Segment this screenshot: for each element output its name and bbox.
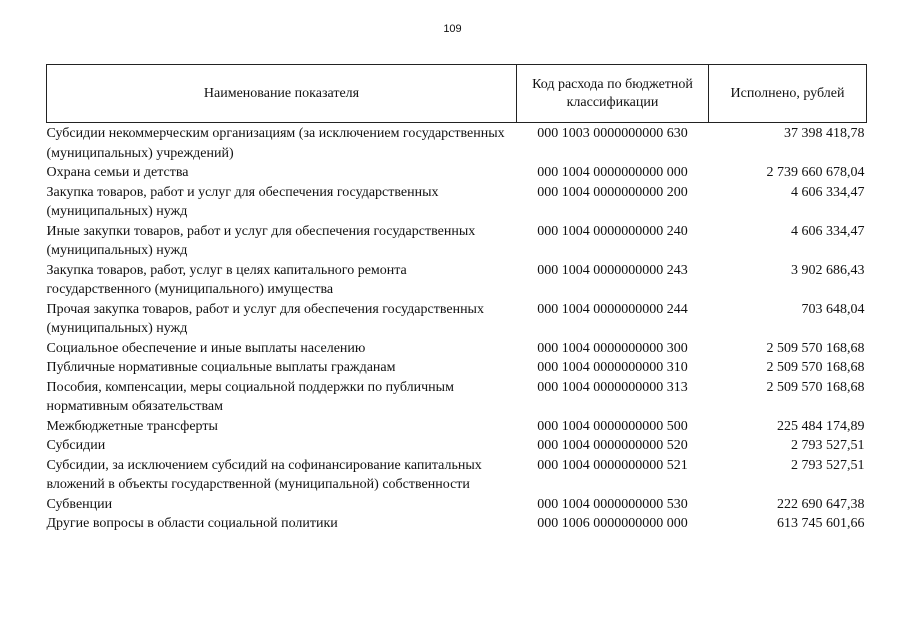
row-name: Иные закупки товаров, работ и услуг для обеспечения государственных (муниципальных) нужд (46, 223, 476, 258)
table-row (47, 300, 867, 339)
row-amount: 2 509 570 168,68 (766, 360, 865, 375)
table-row (47, 183, 867, 222)
row-name: Публичные нормативные социальные выплаты гражданам (46, 360, 396, 375)
row-amount: 2 509 570 168,68 (766, 340, 865, 356)
table-row (47, 123, 867, 164)
row-code: 000 1004 0000000000 521 (537, 457, 688, 473)
header-executed-amount: Исполнено, рублей (709, 65, 867, 123)
table-header-row (47, 65, 867, 123)
table-row (47, 358, 867, 378)
row-amount: 703 648,04 (801, 301, 865, 317)
row-name: Охрана семьи и детства (46, 165, 189, 180)
table-row (47, 339, 867, 359)
row-name: Межбюджетные трансферты (46, 418, 218, 434)
row-name: Пособия, компенсации, меры социальной поддержки по публичным нормативным обязательствам (46, 379, 454, 414)
row-code: 000 1004 0000000000 300 (537, 340, 688, 356)
row-amount: 225 484 174,89 (777, 418, 865, 434)
table-row (47, 456, 867, 495)
row-code: 000 1003 0000000000 630 (537, 126, 688, 141)
row-amount: 2 509 570 168,68 (766, 379, 865, 395)
row-amount: 2 793 527,51 (791, 438, 865, 453)
row-name: Субвенции (46, 496, 113, 512)
table-row (47, 514, 867, 534)
table-row (47, 378, 867, 417)
row-amount: 4 606 334,47 (791, 184, 865, 200)
row-amount: 3 902 686,43 (791, 262, 865, 278)
header-indicator-name: Наименование показателя (47, 65, 517, 123)
row-name: Субсидии (46, 438, 106, 453)
table-row (47, 222, 867, 261)
row-name: Прочая закупка товаров, работ и услуг для обеспечения государственных (муниципальных) нужд (46, 301, 484, 336)
table-row (47, 417, 867, 437)
row-name: Закупка товаров, работ и услуг для обеспечения государственных (муниципальных) нужд (46, 184, 439, 219)
table-row (47, 436, 867, 456)
table-row (47, 261, 867, 300)
row-amount: 2 793 527,51 (791, 457, 865, 473)
row-name: Социальное обеспечение и иные выплаты населению (46, 340, 366, 356)
header-expense-code: Код расхода по бюджетной классификации (517, 65, 709, 123)
row-code: 000 1004 0000000000 243 (537, 262, 688, 278)
row-amount: 37 398 418,78 (784, 126, 865, 141)
row-code: 000 1004 0000000000 200 (537, 184, 688, 200)
row-name: Субсидии некоммерческим организациям (за исключением государственных (муниципальных) учреждений) (46, 126, 505, 161)
row-amount: 222 690 647,38 (777, 496, 865, 512)
row-code: 000 1004 0000000000 000 (537, 165, 688, 180)
row-code: 000 1004 0000000000 310 (537, 360, 688, 375)
table-row (47, 163, 867, 183)
row-code: 000 1004 0000000000 500 (537, 418, 688, 434)
row-amount: 4 606 334,47 (791, 223, 865, 239)
budget-execution-table (46, 64, 867, 534)
row-code: 000 1004 0000000000 520 (537, 438, 688, 453)
row-code: 000 1004 0000000000 244 (537, 301, 688, 317)
row-amount: 613 745 601,66 (777, 516, 865, 531)
row-amount: 2 739 660 678,04 (766, 165, 865, 180)
row-name: Другие вопросы в области социальной политики (46, 516, 338, 531)
page-number: 109 (443, 23, 462, 35)
row-name: Закупка товаров, работ, услуг в целях капитального ремонта государственного (муниципального) имущества (46, 262, 407, 297)
row-name: Субсидии, за исключением субсидий на софинансирование капитальных вложений в объекты государственной (муниципальной) собственности (46, 457, 482, 492)
row-code: 000 1004 0000000000 240 (537, 223, 688, 239)
table-row (47, 495, 867, 515)
table-body (47, 123, 867, 534)
row-code: 000 1006 0000000000 000 (537, 516, 688, 531)
row-code: 000 1004 0000000000 530 (537, 496, 688, 512)
row-code: 000 1004 0000000000 313 (537, 379, 688, 395)
